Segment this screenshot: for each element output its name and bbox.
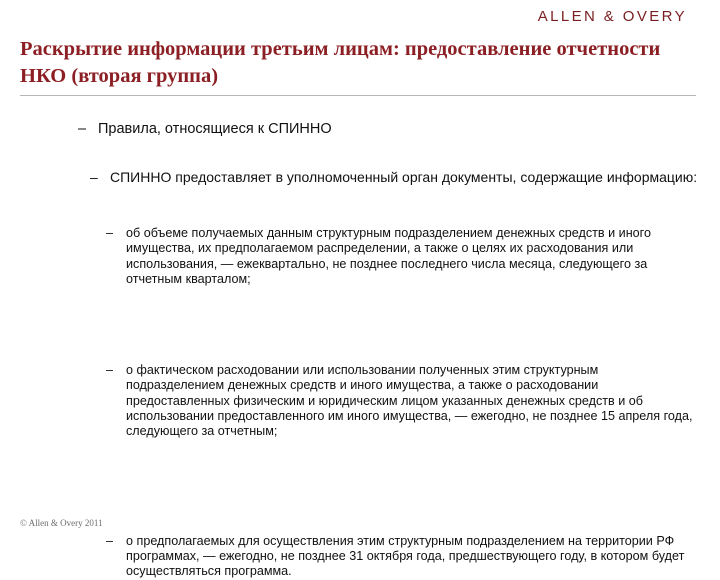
bullet-level3-text: об объеме получаемых данным структурным подразделением денежных средств и иного имущества, их предполагаемом распределении, а также о целях их расходования или использования, — ежеквартально, не позднее последнего числа месяца, следующего за отчетным кварталом;	[126, 226, 651, 286]
dash-marker: –	[78, 121, 87, 137]
slide-title: Раскрытие информации третьим лицам: предоставление отчетности НКО (вторая группа)	[20, 38, 661, 87]
bullet-level1	[78, 120, 698, 138]
bullet-level1-text: Правила, относящиеся к СПИННО	[98, 121, 332, 137]
title-divider	[20, 95, 696, 96]
dash-marker: –	[106, 533, 114, 548]
company-logo: ALLEN & OVERY	[537, 8, 687, 25]
bullet-level3-item	[106, 363, 696, 439]
bullet-level2	[90, 168, 700, 186]
bullet-level3-text: о фактическом расходовании или использовании полученных этим структурным подразделением денежных средств и иного имущества, а также о расходовании предоставленных физическим и юридическим лицом указанных денежных средств и об использовании предоставленного им иного имущества, — ежегодно, не позднее 15 апреля года, следующего за отчетным;	[126, 363, 693, 439]
bullet-level3-item	[106, 226, 696, 287]
dash-marker: –	[106, 226, 114, 240]
bullet-level3-item	[106, 534, 696, 580]
dash-marker: –	[90, 169, 98, 185]
bullet-level3-text: о предполагаемых для осуществления этим структурным подразделением на территории РФ программах, — ежегодно, не позднее 31 октября года, предшествующего году, в котором будет осуществляться программа.	[126, 533, 685, 579]
copyright-footer: © Allen & Overy 2011	[20, 518, 103, 528]
bullet-level2-text: СПИННО предоставляет в уполномоченный орган документы, содержащие информацию:	[110, 169, 698, 185]
dash-marker: –	[106, 363, 114, 378]
